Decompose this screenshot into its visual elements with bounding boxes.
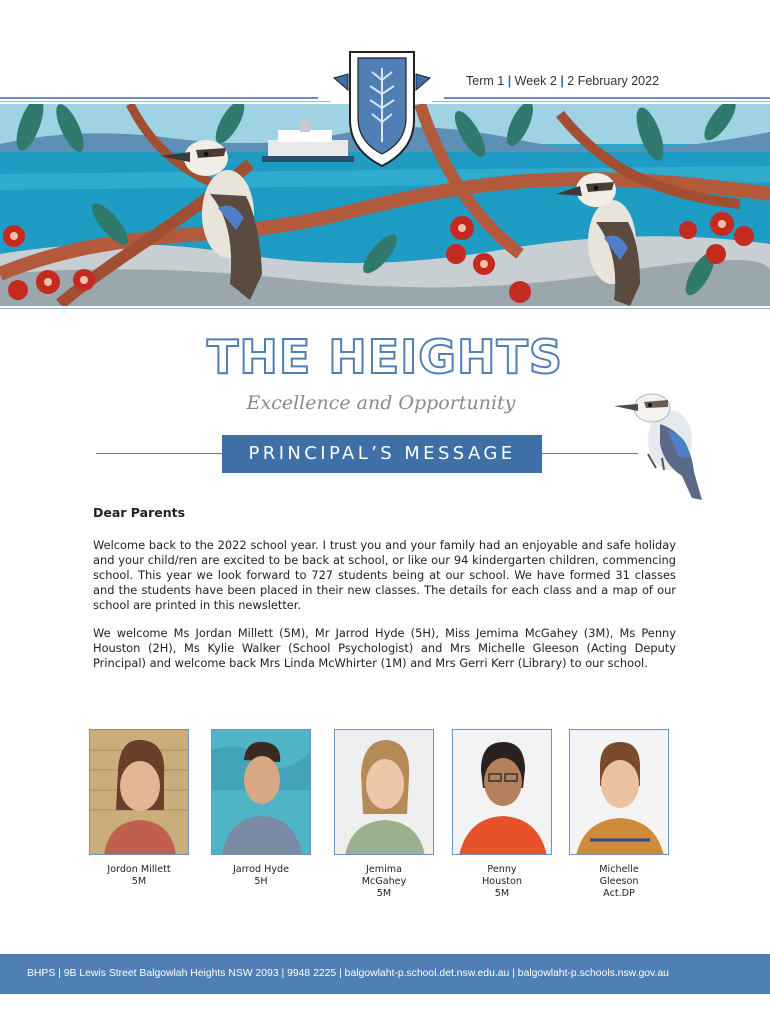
- school-motto: Excellence and Opportunity: [246, 392, 516, 414]
- staff-class: Act.DP: [603, 888, 635, 899]
- header-rule: [444, 97, 770, 99]
- date-label: 2 February 2022: [567, 74, 660, 88]
- portrait-image: [90, 730, 189, 855]
- portrait-image: [453, 730, 552, 855]
- staff-name: McGahey: [361, 876, 407, 887]
- staff-caption: [324, 864, 444, 900]
- term-label: Term 1: [466, 74, 505, 88]
- staff-caption: [201, 864, 321, 888]
- staff-class: 5M: [376, 888, 392, 899]
- staff-photo: [89, 729, 189, 855]
- staff-class: 5M: [131, 876, 147, 887]
- staff-name: Penny: [487, 864, 517, 875]
- staff-class: 5M: [494, 888, 510, 899]
- issue-date-line: [466, 74, 659, 88]
- letter-paragraph: We welcome Ms Jordan Millett (5M), Mr Jarrod Hyde (5H), Miss Jemima McGahey (3M), Ms Penny Houston (2H), Ms Kylie Walker (School Psychologist) and Mrs Michelle Gleeson (Acting Deputy Principal) and welcome back Mrs Linda McWhirter (1M) and Mrs Gerri Kerr (Library) to our school.: [93, 626, 676, 670]
- section-rule: [96, 453, 222, 454]
- portrait-image: [570, 730, 669, 855]
- staff-name: Jarrod Hyde: [232, 864, 290, 875]
- crest-icon: [332, 50, 432, 168]
- staff-caption: [79, 864, 199, 888]
- staff-name: Michelle: [599, 864, 639, 875]
- header-rule: [0, 97, 318, 99]
- separator: |: [507, 74, 512, 88]
- staff-photo: [452, 729, 552, 855]
- staff-name: Gleeson: [599, 876, 639, 887]
- kookaburra-icon: [612, 384, 708, 504]
- staff-photo: [334, 729, 434, 855]
- staff-caption: [442, 864, 562, 900]
- letter-paragraph: Welcome back to the 2022 school year. I trust you and your family had an enjoyable and safe holiday and your child/ren are excited to be back at school, or like our 94 kindergarten children, commencing school. This year we look forward to 727 students being at our school. We have formed 31 classes and the students have been placed in their new classes. The details for each class and a map of our school are printed in this newsletter.: [93, 538, 676, 612]
- header-rule: [432, 101, 770, 102]
- section-heading: PRINCIPAL’S MESSAGE: [222, 435, 542, 473]
- portrait-image: [212, 730, 311, 855]
- header-rule: [0, 101, 330, 102]
- week-label: Week 2: [514, 74, 557, 88]
- banner-rule: [0, 308, 770, 309]
- staff-class: 5H: [254, 876, 268, 887]
- separator: |: [560, 74, 564, 88]
- staff-photo: [569, 729, 669, 855]
- staff-name: Jemima: [366, 864, 402, 875]
- footer-contact-bar: BHPS | 9B Lewis Street Balgowlah Heights NSW 2093 | 9948 2225 | balgowlaht-p.school.det.nsw.edu.au | balgowlaht-p.schools.nsw.gov.au: [0, 954, 770, 994]
- portrait-image: [335, 730, 434, 855]
- letter-salutation: Dear Parents: [93, 505, 186, 520]
- staff-caption: [559, 864, 679, 900]
- staff-photo: [211, 729, 311, 855]
- staff-name: Houston: [482, 876, 522, 887]
- staff-name: Jordon Millett: [107, 864, 171, 875]
- newsletter-title: THE HEIGHTS: [206, 330, 564, 384]
- school-crest: [332, 50, 432, 168]
- kookaburra-illustration: [612, 384, 708, 504]
